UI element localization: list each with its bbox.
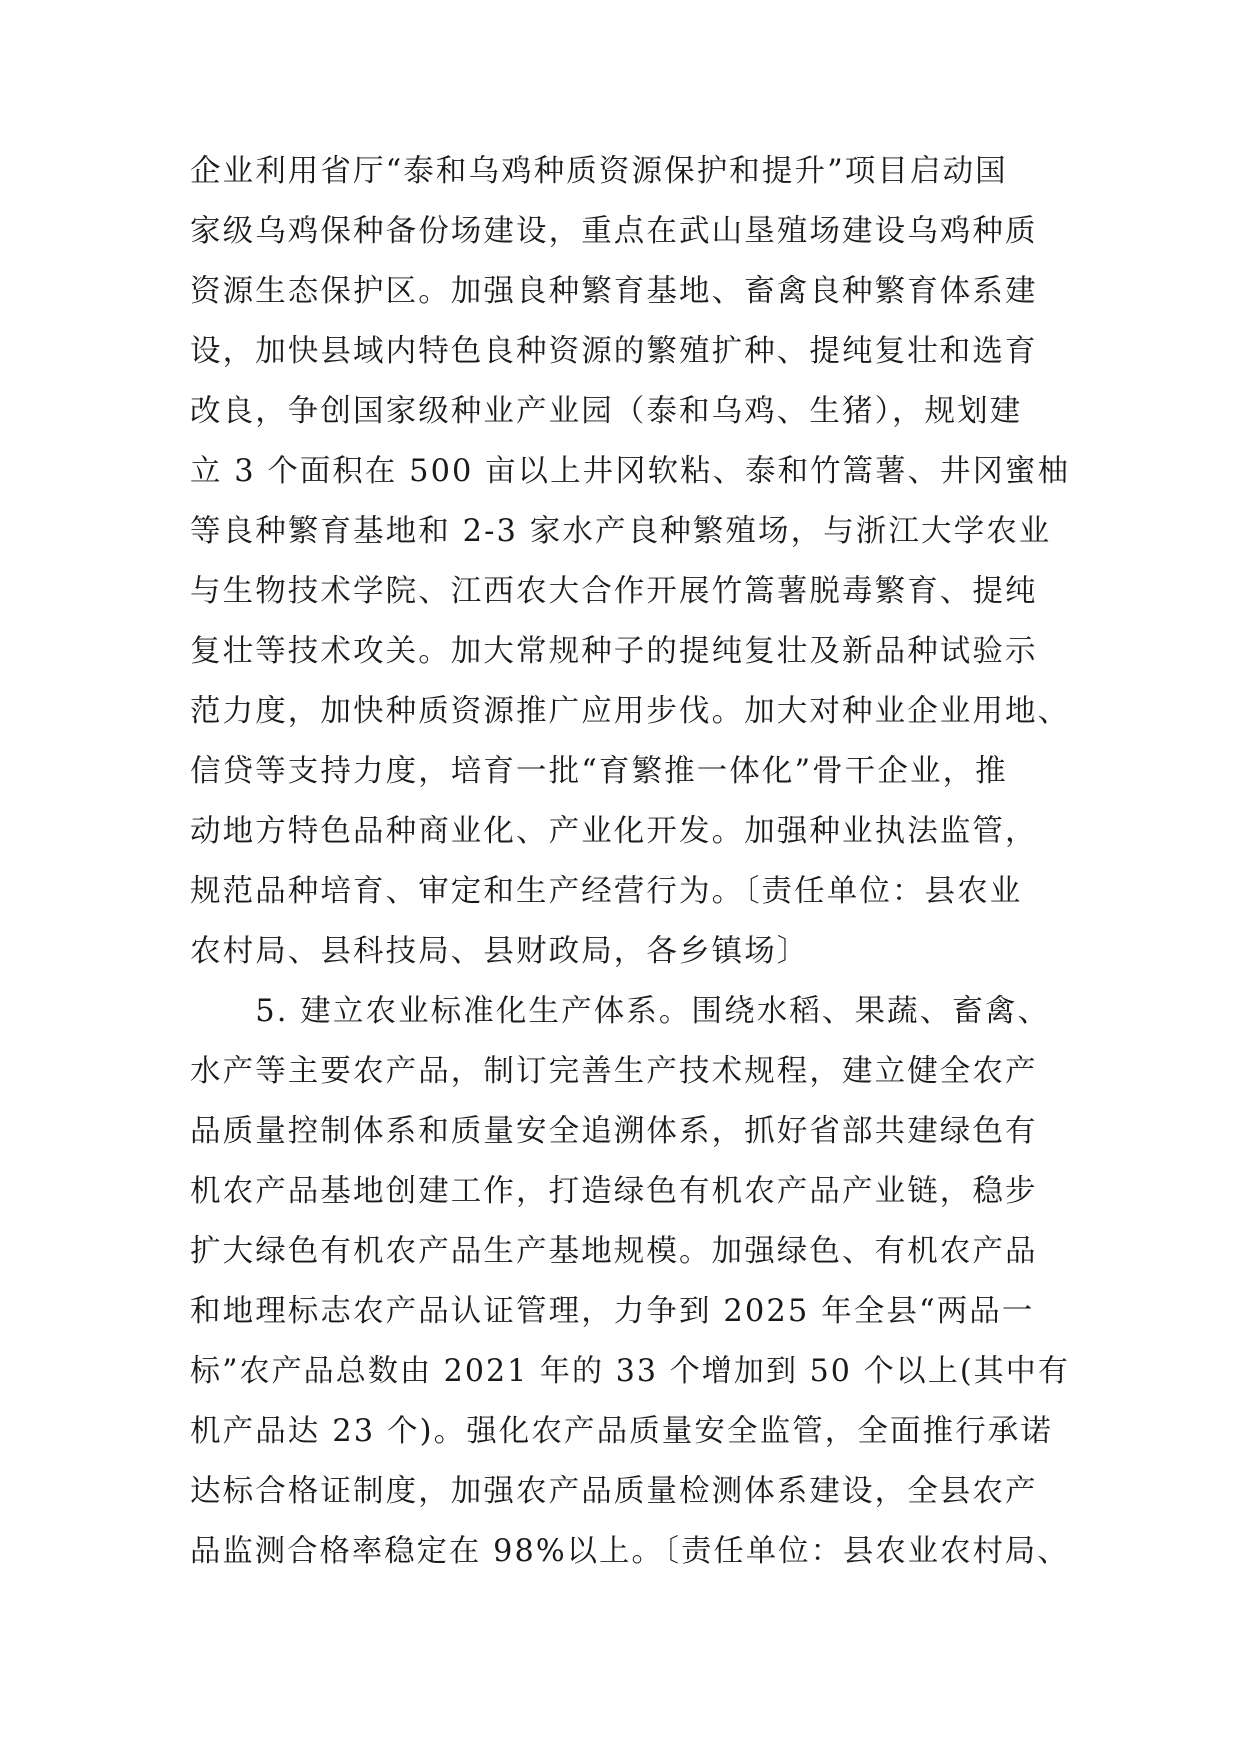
text-line: 农村局、县科技局、县财政局，各乡镇场〕	[190, 934, 810, 969]
text-line: 家级乌鸡保种备份场建设，重点在武山垦殖场建设乌鸡种质	[190, 214, 1038, 249]
text-line: 品质量控制体系和质量安全追溯体系，抓好省部共建绿色有	[190, 1114, 1038, 1149]
text-line: 规范品种培育、审定和生产经营行为。〔责任单位：县农业	[190, 874, 1023, 909]
text-line: 品监测合格率稳定在 98%以上。〔责任单位：县农业农村局、	[190, 1534, 1070, 1569]
text-line: 设，加快县域内特色良种资源的繁殖扩种、提纯复壮和选育	[190, 334, 1038, 369]
section-heading-line: 5. 建立农业标准化生产体系。围绕水稻、果蔬、畜禽、	[190, 994, 1051, 1029]
text-line: 机农产品基地创建工作，打造绿色有机农产品产业链，稳步	[190, 1174, 1038, 1209]
text-line: 复壮等技术攻关。加大常规种子的提纯复壮及新品种试验示	[190, 634, 1038, 669]
text-line: 等良种繁育基地和 2-3 家水产良种繁殖场，与浙江大学农业	[190, 514, 1052, 549]
text-line: 企业利用省厅“泰和乌鸡种质资源保护和提升”项目启动国	[190, 154, 1008, 189]
text-line: 水产等主要农产品，制订完善生产技术规程，建立健全农产	[190, 1054, 1038, 1089]
text-line: 信贷等支持力度，培育一批“育繁推一体化”骨干企业，推	[190, 754, 1008, 789]
text-line: 范力度，加快种质资源推广应用步伐。加大对种业企业用地、	[190, 694, 1071, 729]
text-line: 机产品达 23 个)。强化农产品质量安全监管，全面推行承诺	[190, 1414, 1053, 1449]
text-line: 立 3 个面积在 500 亩以上井冈软粘、泰和竹篙薯、井冈蜜柚	[190, 454, 1070, 489]
text-line: 资源生态保护区。加强良种繁育基地、畜禽良种繁育体系建	[190, 274, 1038, 309]
text-line: 改良，争创国家级种业产业园（泰和乌鸡、生猪），规划建	[190, 394, 1023, 429]
text-line: 达标合格证制度，加强农产品质量检测体系建设，全县农产	[190, 1474, 1038, 1509]
text-line: 扩大绿色有机农产品生产基地规模。加强绿色、有机农产品	[190, 1234, 1038, 1269]
text-line: 和地理标志农产品认证管理，力争到 2025 年全县“两品一	[190, 1294, 1035, 1329]
text-line: 与生物技术学院、江西农大合作开展竹篙薯脱毒繁育、提纯	[190, 574, 1038, 609]
text-line: 动地方特色品种商业化、产业化开发。加强种业执法监管，	[190, 814, 1038, 849]
text-line: 标”农产品总数由 2021 年的 33 个增加到 50 个以上(其中有	[190, 1354, 1070, 1389]
